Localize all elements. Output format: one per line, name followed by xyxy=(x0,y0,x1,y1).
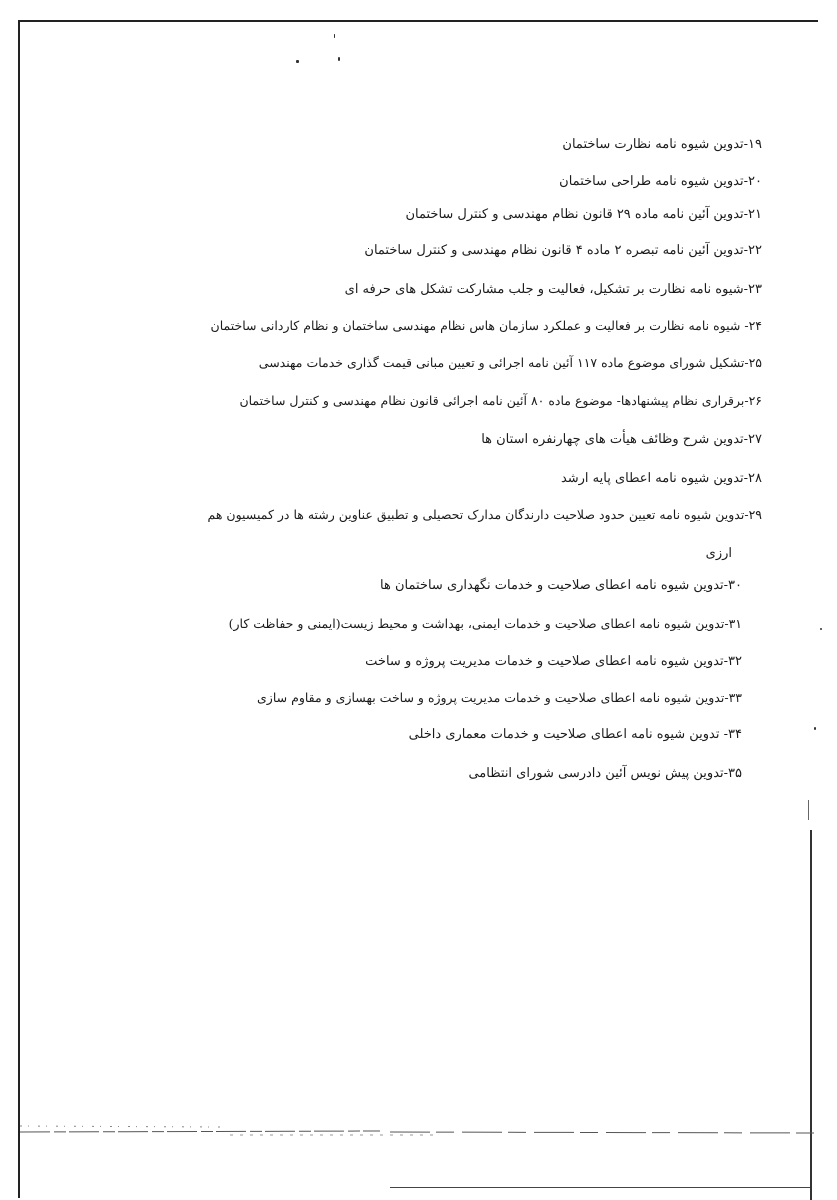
list-item: ۲۷-تدوین شرح وظائف هیأت های چهارنفره استان ها xyxy=(481,432,762,447)
list-item: ۲۶-برقراری نظام پیشنهادها- موضوع ماده ۸۰ آئین نامه اجرائی قانون نظام مهندسی و کنترل ساختمان xyxy=(239,393,762,408)
list-item-continuation: ارزی xyxy=(705,546,732,561)
list-item: ۲۸-تدوین شیوه نامه اعطای پایه ارشد xyxy=(560,471,762,486)
list-item: ۲۰-تدوین شیوه نامه طراحی ساختمان xyxy=(559,174,762,189)
list-item: ۲۴- شیوه نامه نظارت بر فعالیت و عملکرد سازمان هاس نظام مهندسی ساختمان و نظام کاردانی ساختمان xyxy=(210,318,762,333)
list-item: ۲۱-تدوین آئین نامه ماده ۲۹ قانون نظام مهندسی و کنترل ساختمان xyxy=(405,207,762,222)
list-item: ۱۹-تدوین شیوه نامه نظارت ساختمان xyxy=(562,137,762,152)
list-item: ۳۲-تدوین شیوه نامه اعطای صلاحیت و خدمات مدیریت پروژه و ساخت xyxy=(365,654,742,669)
list-item: ۲۵-تشکیل شورای موضوع ماده ۱۱۷ آئین نامه اجرائی و تعیین مبانی قیمت گذاری خدمات مهندسی xyxy=(258,355,762,370)
list-item: ۳۱-تدوین شیوه نامه اعطای صلاحیت و خدمات ایمنی، بهداشت و محیط زیست(ایمنی و حفاظت کار) xyxy=(228,616,742,631)
list-item: ۳۰-تدوین شیوه نامه اعطای صلاحیت و خدمات نگهداری ساختمان ها xyxy=(380,578,742,593)
list-item: ۳۳-تدوین شیوه نامه اعطای صلاحیت و خدمات مدیریت پروژه و ساخت بهسازی و مقاوم سازی xyxy=(257,690,742,705)
list-item: ۳۵-تدوین پیش نویس آئین دادرسی شورای انتظامی xyxy=(468,766,742,781)
list-item: ۲۲-تدوین آئین نامه تبصره ۲ ماده ۴ قانون نظام مهندسی و کنترل ساختمان xyxy=(364,243,762,258)
list-item: ۲۳-شیوه نامه نظارت بر تشکیل، فعالیت و جلب مشارکت تشکل های حرفه ای xyxy=(344,282,762,297)
list-item: ۲۹-تدوین شیوه نامه تعیین حدود صلاحیت دارندگان مدارک تحصیلی و تطبیق عناوین رشته ها در کمیسیون هم xyxy=(207,507,762,522)
list-item: ۳۴- تدوین شیوه نامه اعطای صلاحیت و خدمات معماری داخلی xyxy=(408,727,742,742)
